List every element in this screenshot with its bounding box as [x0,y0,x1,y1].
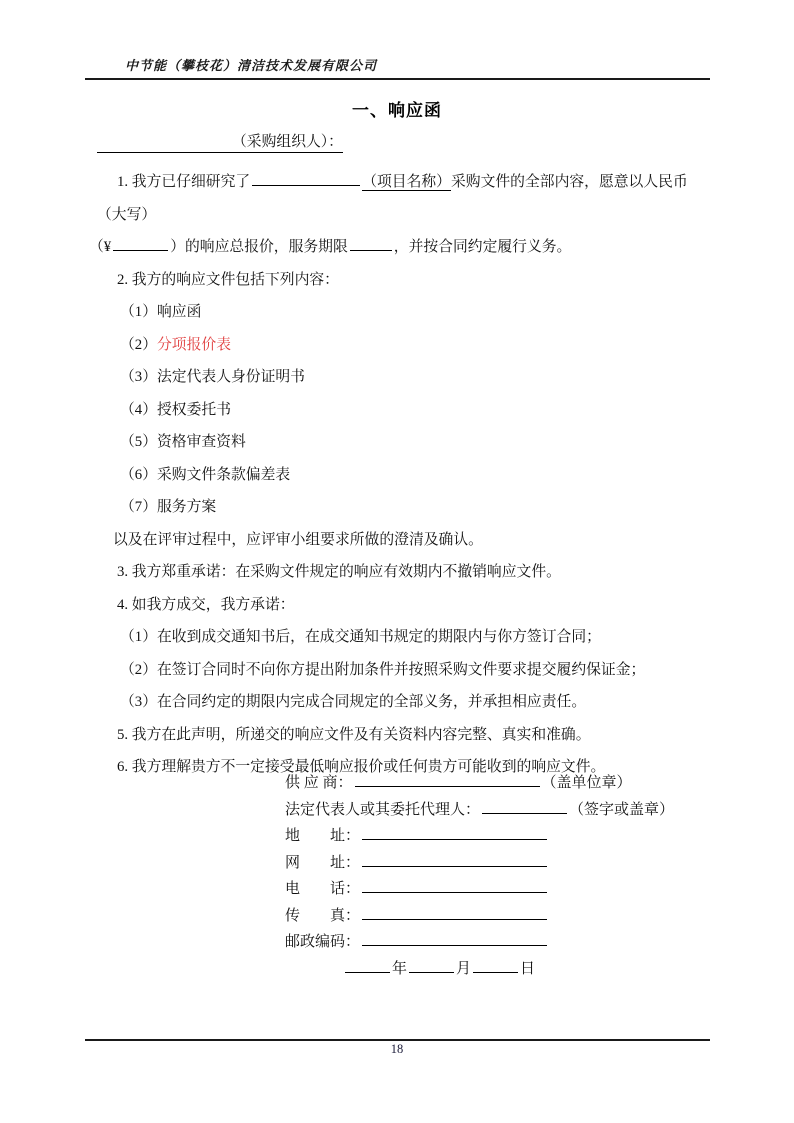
fax-label: 传 真： [285,907,361,924]
fax-blank-field [362,905,547,920]
list-item [97,361,713,394]
company-name: 中节能（攀枝花）清洁技术发展有限公司 [125,58,378,73]
page-header [85,55,710,80]
list-item [97,329,713,362]
phone-blank-field [362,878,547,893]
supplier-blank-field [355,772,540,787]
item-number: （5） [120,434,157,450]
document-body [89,133,713,784]
item-number: （3） [120,694,157,710]
item-number: （1） [120,304,157,320]
item-text: 资格审查资料 [157,434,246,450]
item-number: （3） [120,369,157,385]
list-item [97,459,713,492]
legal-rep-blank-field [482,799,567,814]
paragraph-4: 4. 如我方成交，我方承诺： [117,596,295,613]
item-text: 在收到成交通知书后，在成交通知书规定的期限内与你方签订合同； [157,629,601,645]
project-name-blank-field [252,171,360,186]
day-label: 日 [520,960,536,977]
p1-rest-text: 采购文件的全部内容，愿意以人民币（大写） [97,174,688,223]
item-text: 授权委托书 [157,401,231,418]
supplier-suffix: （盖单位章） [541,775,632,791]
promise-item [97,621,713,654]
supplier-label: 供 应 商： [285,775,353,791]
item-text: 在签订合同时不向你方提出附加条件并按照采购文件要求提交履约保证金； [157,661,646,678]
signature-block [285,770,674,982]
price-blank-field [113,236,168,251]
year-blank-field [345,958,390,973]
paragraph-3: 3. 我方郑重承诺：在采购文件规定的响应有效期内不撤销响应文件。 [117,564,561,580]
list-item [97,426,713,459]
item-text: 法定代表人身份证明书 [157,369,305,385]
paragraph-2: 2. 我方的响应文件包括下列内容： [117,271,339,288]
item-number: （2） [120,661,157,678]
year-label: 年 [392,960,408,977]
website-label: 网 址： [285,854,361,871]
item-number: （7） [120,499,157,515]
paragraph-5: 5. 我方在此声明，所递交的响应文件及有关资料内容完整、真实和准确。 [117,726,591,743]
price-prefix-text: （¥ [89,239,112,255]
address-blank-field [362,825,547,840]
month-label: 月 [456,960,472,977]
p1-lead-text: 1. 我方已仔细研究了 [117,174,251,190]
item-text: 在合同约定的期限内完成合同规定的全部义务，并承担相应责任。 [157,694,587,710]
item-text-highlighted: 分项报价表 [157,336,231,353]
clarification-note: 以及在评审过程中，应评审小组要求所做的澄清及确认。 [113,531,483,548]
legal-rep-label: 法定代表人或其委托代理人： [285,801,481,818]
project-name-label: （项目名称） [362,174,451,190]
day-blank-field [473,958,518,973]
address-label: 地 址： [285,828,361,844]
website-row [285,850,674,877]
p1-end-text: ，并按合同约定履行义务。 [393,239,572,255]
date-row [285,956,674,983]
item-number: （4） [120,401,157,418]
paragraph-6: 6. 我方理解贵方不一定接受最低响应报价或任何贵方可能收到的响应文件。 [117,759,606,775]
salutation-underline [97,133,343,153]
item-number: （1） [120,629,157,645]
footer-divider [85,1039,710,1041]
fax-row [285,903,674,930]
price-mid-text: ）的响应总报价，服务期限 [170,239,348,255]
phone-label: 电 话： [285,881,361,897]
promise-item [97,654,713,687]
paragraph-1-line-2 [89,231,713,264]
list-item [97,394,713,427]
address-row [285,823,674,850]
document-title: 一、响应函 [352,101,442,120]
item-text: 响应函 [157,304,202,320]
list-item [97,296,713,329]
item-number: （6） [120,466,157,483]
postal-code-row [285,929,674,956]
supplier-row [285,770,674,797]
legal-rep-row [285,797,674,824]
item-text: 采购文件条款偏差表 [157,466,291,483]
paragraph-1-line-1 [97,166,713,231]
postal-code-blank-field [362,931,547,946]
phone-row [285,876,674,903]
item-number: （2） [120,336,157,353]
promise-item [97,686,713,719]
list-item [97,491,713,524]
item-text: 服务方案 [157,499,217,515]
page-number: 18 [390,1042,404,1056]
legal-rep-suffix: （签字或盖章） [569,801,675,818]
service-period-blank-field [350,236,392,251]
month-blank-field [409,958,454,973]
salutation-line [97,133,713,154]
website-blank-field [362,852,547,867]
salutation-label: （采购组织人）： [232,134,343,150]
postal-code-label: 邮政编码： [285,934,361,950]
